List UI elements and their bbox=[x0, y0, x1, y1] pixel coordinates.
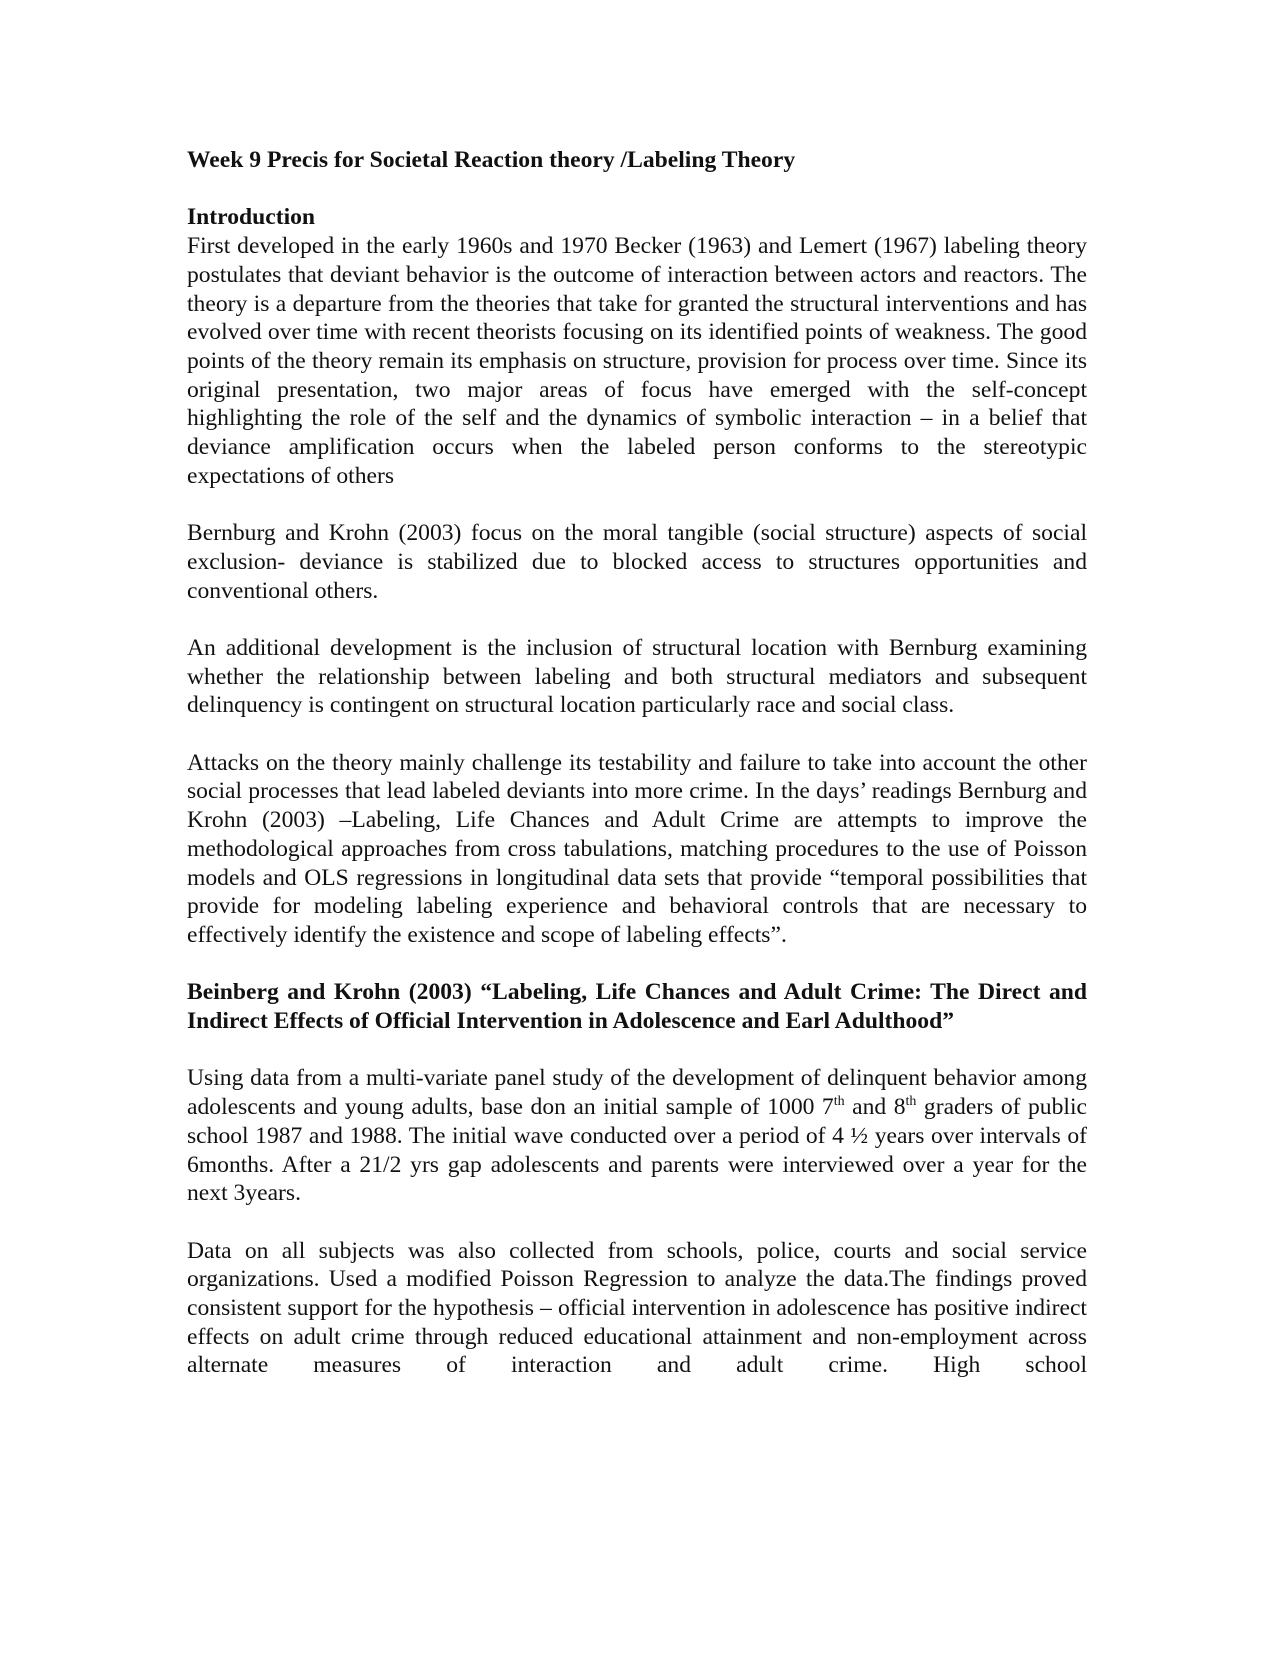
article-section-heading: Beinberg and Krohn (2003) “Labeling, Life Chances and Adult Crime: The Direct and Indirect Effects of Official Intervention in Adolescence and Earl Adulthood” bbox=[187, 979, 1087, 1035]
data-collection-text: Data on all subjects was also collected from schools, police, courts and social service organizations. Used a modified Poisson Regression to analyze the data.The findings proved consistent support for the hypothesis – official intervention in adolescence has positive indirect effects on adult crime through reduced educational attainment and non-employment across alternate measures of interaction and adult crime. bbox=[187, 1237, 1087, 1379]
panel-study-text-b: and 8 bbox=[844, 1094, 906, 1121]
superscript-th-1: th bbox=[833, 1094, 845, 1110]
panel-study-text-a: Using data from a multi-variate panel study of the development of delinquent behavior among adolescents and young adults, base don an initial sample of 1000 7 bbox=[187, 1065, 1087, 1121]
data-collection-continuation: High school bbox=[933, 1352, 1087, 1379]
paragraph-panel-study bbox=[187, 1064, 1087, 1208]
document-page bbox=[187, 146, 1087, 1380]
paragraph-structural-location: An additional development is the inclusion of structural location with Bernburg examining whether the relationship between labeling and both structural mediators and subsequent delinquency is contingent on structural location particularly race and social class. bbox=[187, 634, 1087, 719]
superscript-th-2: th bbox=[905, 1094, 917, 1110]
introduction-paragraph: First developed in the early 1960s and 1970 Becker (1963) and Lemert (1967) labeling theory postulates that deviant behavior is the outcome of interaction between actors and reactors. The theory is a departure from the theories that take for granted the structural interventions and has evolved over time with recent theorists focusing on its identified points of weakness. The good points of the theory remain its emphasis on structure, provision for process over time. Since its original presentation, two major areas of focus have emerged with the self-concept highlighting the role of the self and the dynamics of symbolic interaction – in a belief that deviance amplification occurs when the labeled person conforms to the stereotypic expectations of others bbox=[187, 233, 1087, 489]
paragraph-social-exclusion: Bernburg and Krohn (2003) focus on the moral tangible (social structure) aspects of social exclusion- deviance is stabilized due to blocked access to structures opportunities and conventional others. bbox=[187, 520, 1087, 604]
paragraph-attacks-on-theory: Attacks on the theory mainly challenge its testability and failure to take into account the other social processes that lead labeled deviants into more crime. In the days’ readings Bernburg and Krohn (2003) –Labeling, Life Chances and Adult Crime are attempts to improve the methodological approaches from cross tabulations, matching procedures to the use of Poisson models and OLS regressions in longitudinal data sets that provide “temporal possibilities that provide for modeling labeling experience and behavioral controls that are necessary to effectively identify the existence and scope of labeling effects”. bbox=[187, 749, 1087, 948]
introduction-heading: Introduction bbox=[187, 204, 316, 231]
panel-study-text-c: graders of public school 1987 and 1988. The initial wave conducted over a period of 4 ½ years over intervals of 6months. After a 21/2 yrs gap adolescents and parents were interviewed over a year for the next 3years. bbox=[187, 1094, 1087, 1207]
paragraph-data-collection bbox=[187, 1237, 1087, 1381]
document-title: Week 9 Precis for Societal Reaction theory /Labeling Theory bbox=[187, 147, 796, 173]
